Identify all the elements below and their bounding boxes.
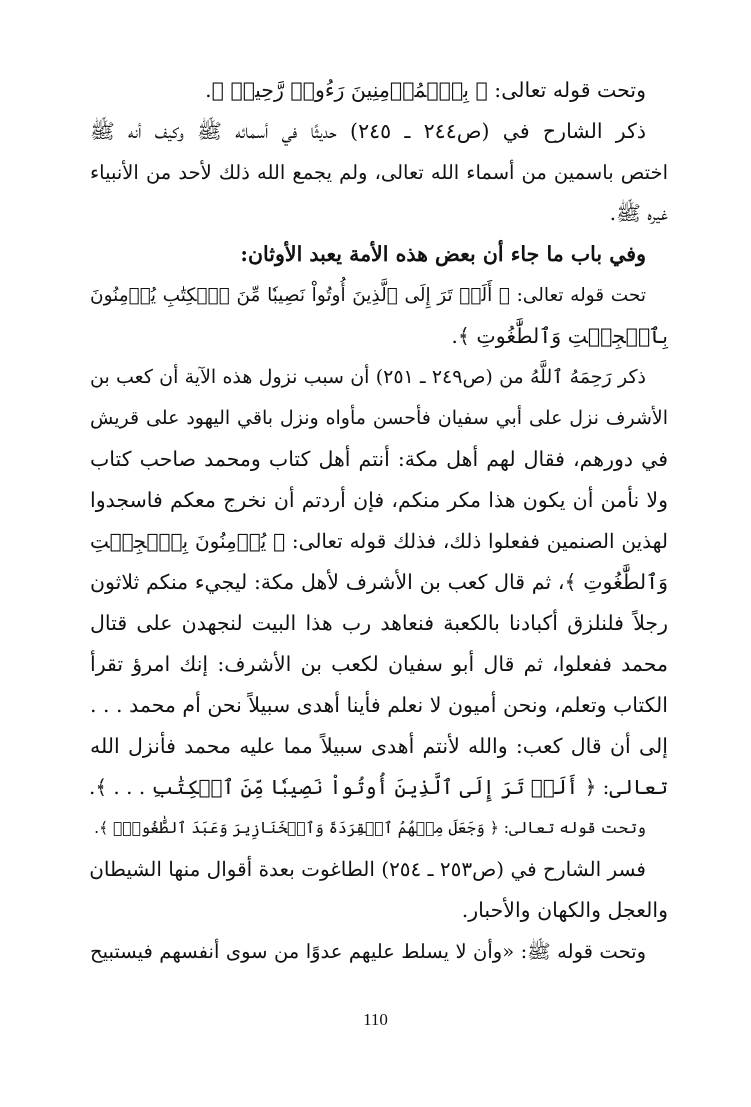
text-line: وَٱلطَّٰغُوتِ ﴾، ثم قال كعب بن الأشرف لأهل مكة: ليجيء منكم ثلاثون [90,570,668,594]
text-line: وتحت قوله تعالى: ﴿ بِٱلۡمُؤۡمِنِينَ رَءُوفٞ رَّحِيمٞ ﴾. [205,78,646,102]
text-line: رجلاً فلنلزق أكبادنا بالكعبة فنعاهد رب هذا البيت لنجهدن على قتال [90,611,668,635]
text-line: الكتاب وتعلم، ونحن أميون لا نعلم فأينا أهدى سبيلاً نحن أم محمد . . . [89,693,668,717]
text-line: الأشرف نزل على أبي سفيان فأحسن مأواه ونزل باقي اليهود على قريش [90,407,668,429]
text-line: بِٱلۡجِبۡتِ وَٱلطَّٰغُوتِ ﴾. [451,324,668,348]
text-line: لهذين الصنمين ففعلوا ذلك، فذلك قوله تعالى: ﴿ يُؤۡمِنُونَ بِٱلۡجِبۡتِ [90,529,668,553]
text-line: ذكر رَحِمَهُ ٱللَّهُ من (ص٢٤٩ ـ ٢٥١) أن سبب نزول هذه الآية أن كعب بن [90,366,646,388]
text-line: اختص باسمين من أسماء الله تعالى، ولم يجمع الله ذلك لأحد من الأنبياء [90,161,668,184]
text-line: فسر الشارح في (ص٢٥٣ ـ ٢٥٤) الطاغوت بعدة أقوال منها الشيطان [89,857,646,881]
text-line: وتحت قوله ﷺ: «وأن لا يسلط عليهم عدوًا من سوى أنفسهم فيستبيح [90,940,646,963]
text-line: غيره ﷺ. [609,201,668,225]
text-line: ذكر الشارح في (ص٢٤٤ ـ ٢٤٥) حديثًا في أسمائه ﷺ وكيف أنه ﷺ [90,119,647,143]
text-line: في دورهم، فقال لهم أهل مكة: أنتم أهل كتاب ومحمد صاحب كتاب [90,447,668,471]
text-line: تعالى: ﴿ أَلَمۡ تَرَ إِلَى ٱلَّذِينَ أُوتُواْ نَصِيبٗا مِّنَ ٱلۡكِتَٰبِ . . . ﴾. [88,775,668,799]
body-text [90,70,668,972]
text-line: تحت قوله تعالى: ﴿ أَلَمۡ تَرَ إِلَى ٱلَّذِينَ أُوتُواْ نَصِيبٗا مِّنَ ٱلۡكِتَٰبِ يُؤۡمِنُونَ [90,285,646,306]
section-heading: وفي باب ما جاء أن بعض هذه الأمة يعبد الأوثان: [240,242,646,266]
text-line: محمد ففعلوا، ثم قال أبو سفيان لكعب بن الأشرف: إنك امرؤ تقرأ [90,652,668,676]
text-line: إلى أن قال كعب: والله لأنتم أهدى سبيلاً مما عليه محمد فأنزل الله [90,734,668,758]
page-number: 110 [363,1010,388,1029]
text-line: ولا نأمن أن يكون هذا مكر منكم، فإن أردتم أن نخرج معكم فاسجدوا [90,488,668,512]
text-line: وتحت قوله تعالى: ﴿ وَجَعَلَ مِنۡهُمُ ٱلۡقِرَدَةَ وَٱلۡخَنَازِيرَ وَعَبَدَ ٱلطَّٰغُوتَۚ ﴾. [94,819,646,837]
text-line: والعجل والكهان والأحبار. [461,898,668,922]
